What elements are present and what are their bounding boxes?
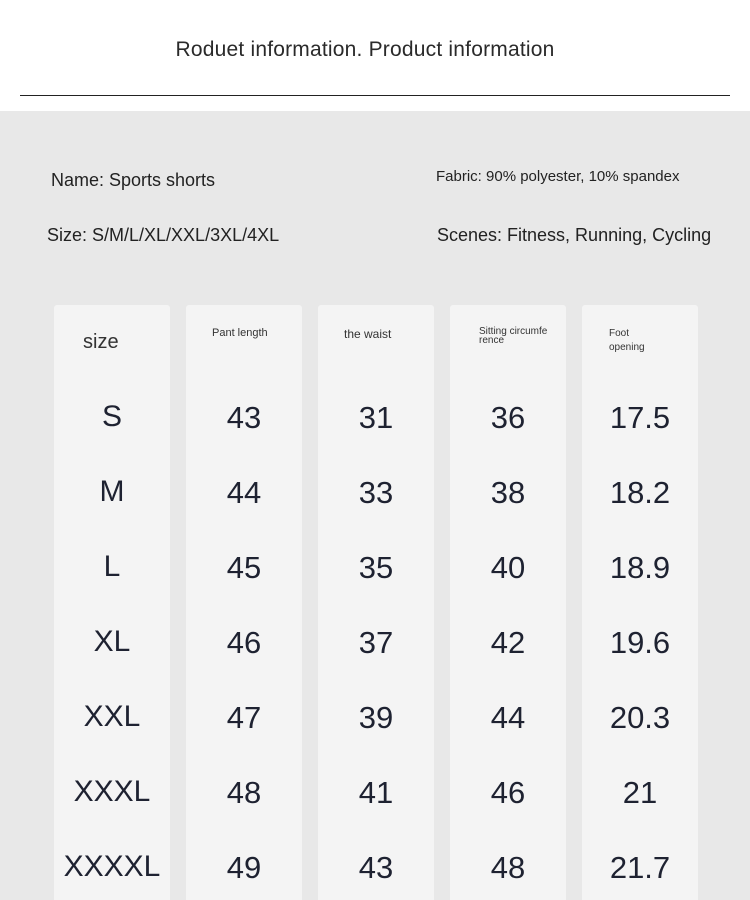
waist-cell: 43 [358, 850, 394, 885]
size-column [54, 305, 170, 900]
product-scenes: Scenes: Fitness, Running, Cycling [437, 225, 712, 245]
column-header-sitting-circumference: Sitting circumference [479, 326, 548, 346]
foot-opening-cell: 21.7 [609, 850, 671, 885]
size-cell: XXXXL [63, 850, 161, 883]
sitting-circumference-cell: 44 [490, 700, 526, 735]
column-header-foot-opening: Foot opening [609, 328, 645, 353]
pant-length-cell: 46 [226, 625, 262, 660]
sitting-circumference-cell: 40 [490, 550, 526, 585]
column-header-waist: the waist [344, 327, 392, 341]
waist-cell: 33 [358, 475, 394, 510]
sitting-circumference-cell: 48 [490, 850, 526, 885]
size-cell: XXXL [73, 775, 151, 808]
foot-opening-cell: 21 [622, 775, 658, 810]
sitting-circumference-column [450, 305, 566, 900]
size-cell: M [99, 475, 125, 508]
sitting-circumference-cell: 46 [490, 775, 526, 810]
product-fabric: Fabric: 90% polyester, 10% spandex [436, 168, 680, 185]
sitting-circumference-cell: 36 [490, 400, 526, 435]
pant-length-cell: 48 [226, 775, 262, 810]
header-divider [20, 95, 730, 96]
pant-length-cell: 44 [226, 475, 262, 510]
foot-opening-column [582, 305, 698, 900]
waist-cell: 31 [358, 400, 394, 435]
foot-opening-cell: 17.5 [609, 400, 671, 435]
column-header-pant-length: Pant length [212, 327, 268, 339]
size-cell: S [101, 400, 122, 433]
waist-column [318, 305, 434, 900]
pant-length-column [186, 305, 302, 900]
foot-opening-cell: 19.6 [609, 625, 671, 660]
waist-cell: 37 [358, 625, 394, 660]
pant-length-cell: 49 [226, 850, 262, 885]
pant-length-cell: 45 [226, 550, 262, 585]
header [0, 0, 750, 111]
product-sizes: Size: S/M/L/XL/XXL/3XL/4XL [47, 225, 280, 245]
waist-cell: 41 [358, 775, 394, 810]
foot-opening-cell: 18.2 [609, 475, 671, 510]
waist-cell: 39 [358, 700, 394, 735]
size-cell: XL [93, 625, 131, 658]
column-header-size: size [83, 331, 119, 353]
foot-opening-cell: 20.3 [609, 700, 671, 735]
product-info-panel [0, 111, 750, 900]
pant-length-cell: 43 [226, 400, 262, 435]
page-title: Roduet information. Product information [175, 38, 555, 61]
size-cell: L [103, 550, 121, 583]
waist-cell: 35 [358, 550, 394, 585]
product-name: Name: Sports shorts [51, 170, 216, 190]
size-cell: XXL [83, 700, 141, 733]
foot-opening-cell: 18.9 [609, 550, 671, 585]
sitting-circumference-cell: 38 [490, 475, 526, 510]
pant-length-cell: 47 [226, 700, 262, 735]
sitting-circumference-cell: 42 [490, 625, 526, 660]
